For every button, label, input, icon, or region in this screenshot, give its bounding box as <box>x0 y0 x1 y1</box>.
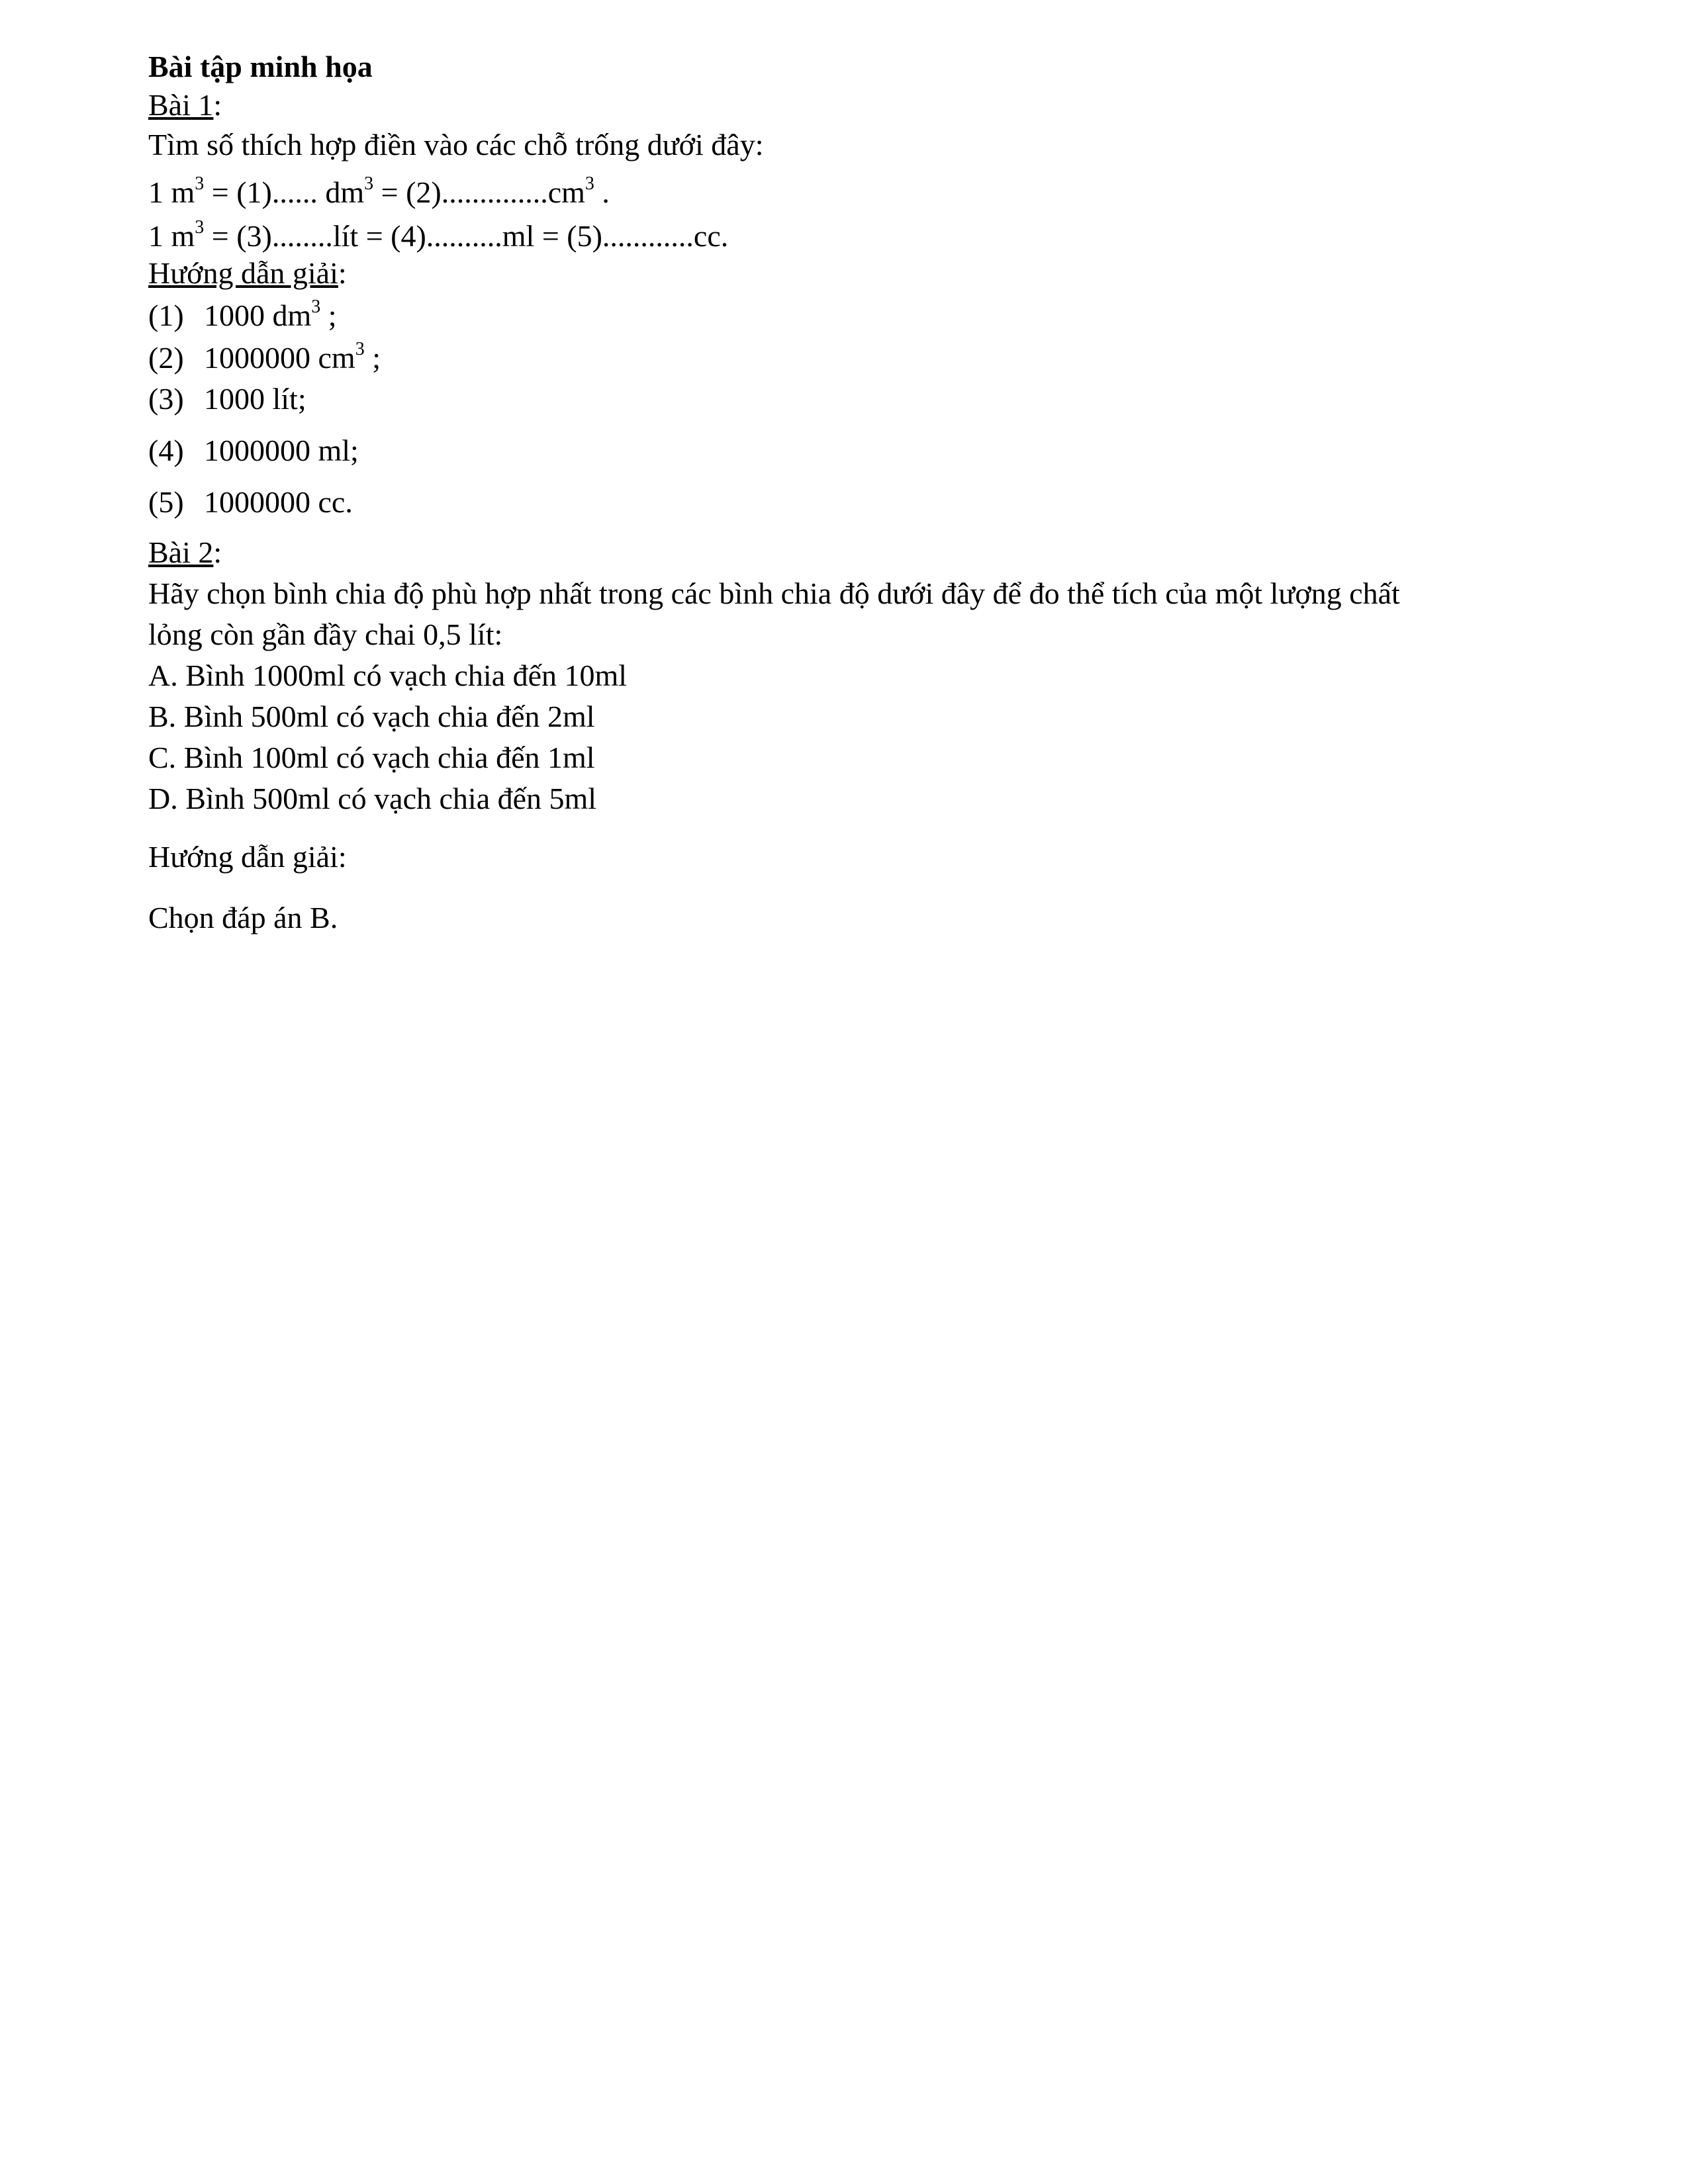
exercise-2-heading-text: Bài 2 <box>148 535 214 569</box>
answer-text: 1000 lít; <box>204 382 306 416</box>
option-c: C. Bình 100ml có vạch chia đến 1ml <box>148 741 595 774</box>
conversion-line-2 <box>148 218 728 254</box>
exercise-2-heading-colon: : <box>213 535 222 569</box>
exercise-2-solution-heading: Hướng dẫn giải: <box>148 840 347 874</box>
answer-item <box>148 298 337 334</box>
conversion-line-1 <box>148 175 610 210</box>
exponent: 3 <box>195 173 205 194</box>
answer-text: 1000 dm <box>204 298 312 332</box>
conversion-line-2-part-1: 1 m <box>148 219 195 253</box>
answer-text: 1000000 ml; <box>204 433 359 467</box>
conversion-line-1-part-2: = (1)...... dm <box>204 175 365 209</box>
exercise-1-heading-text: Bài 1 <box>148 88 214 122</box>
exponent: 3 <box>364 173 374 194</box>
exercise-2-answer: Chọn đáp án B. <box>148 901 338 934</box>
answer-number: (1) <box>148 298 184 332</box>
exercise-2-prompt-line-1: Hãy chọn bình chia độ phù hợp nhất trong các bình chia độ dưới đây để đo thể tích của một lượng chất <box>148 576 1400 610</box>
answer-item <box>148 381 306 417</box>
exercise-2-heading <box>148 535 222 570</box>
exercise-1-prompt: Tìm số thích hợp điền vào các chỗ trống dưới đây: <box>148 128 764 161</box>
answer-text: 1000000 cm <box>204 341 355 375</box>
exercise-1-solution-heading-text: Hướng dẫn giải <box>148 256 338 290</box>
exercise-1-heading <box>148 87 222 123</box>
option-a: A. Bình 1000ml có vạch chia đến 10ml <box>148 659 628 692</box>
exponent: 3 <box>311 296 321 317</box>
answer-item <box>148 433 359 469</box>
answer-item <box>148 484 353 520</box>
answer-number: (4) <box>148 433 184 467</box>
exercise-1-solution-heading <box>148 255 347 291</box>
exercise-1-heading-colon: : <box>213 88 222 122</box>
answer-number: (5) <box>148 485 184 519</box>
exercise-1-solution-heading-colon: : <box>338 256 347 290</box>
answer-text: 1000000 cc. <box>204 485 353 519</box>
answer-item <box>148 340 381 376</box>
option-b: B. Bình 500ml có vạch chia đến 2ml <box>148 700 595 733</box>
option-d: D. Bình 500ml có vạch chia đến 5ml <box>148 782 597 815</box>
answer-number: (3) <box>148 382 184 416</box>
document-title: Bài tập minh họa <box>148 50 373 83</box>
conversion-line-2-part-2: = (3)........lít = (4)..........ml = (5)............cc. <box>204 219 729 253</box>
exponent: 3 <box>585 173 594 194</box>
conversion-line-1-part-3: = (2)..............cm <box>373 175 585 209</box>
answer-suffix: ; <box>364 341 381 375</box>
answer-number: (2) <box>148 341 184 375</box>
exponent: 3 <box>355 339 365 359</box>
answer-suffix: ; <box>320 298 337 332</box>
exercise-2-prompt-line-2: lỏng còn gần đầy chai 0,5 lít: <box>148 617 503 651</box>
conversion-line-1-part-4: . <box>594 175 610 209</box>
exponent: 3 <box>195 217 205 238</box>
conversion-line-1-part-1: 1 m <box>148 175 195 209</box>
